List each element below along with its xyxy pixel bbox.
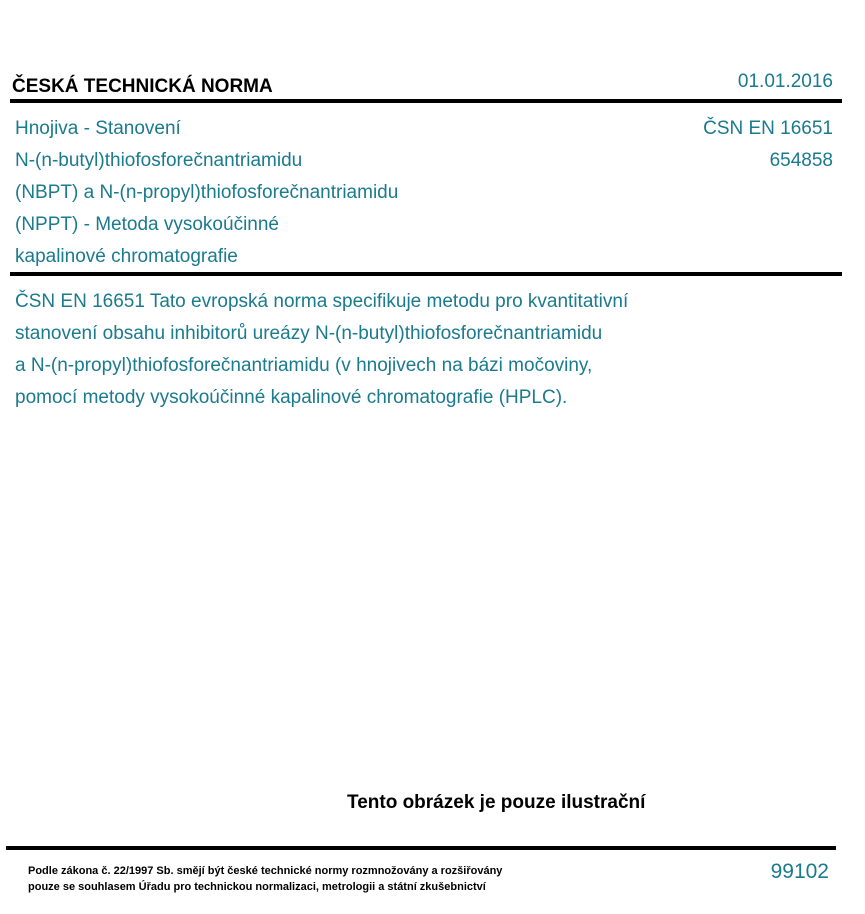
standard-title-line: N-(n-butyl)thiofosforečnantriamidu	[15, 150, 303, 171]
legal-notice	[28, 863, 502, 895]
standard-title-line: kapalinové chromatografie	[15, 246, 238, 267]
description-line: stanovení obsahu inhibitorů ureázy N-(n-butyl)thiofosforečnantriamidu	[15, 323, 603, 344]
standard-class-code: 654858	[769, 150, 833, 171]
legal-notice-line: Podle zákona č. 22/1997 Sb. smějí být české technické normy rozmnožovány a rozšiřovány	[28, 865, 503, 877]
footer-code: 99102	[770, 860, 829, 883]
description-line: ČSN EN 16651 Tato evropská norma specifikuje metodu pro kvantitativní	[15, 291, 629, 312]
standard-title-line: (NBPT) a N-(n-propyl)thiofosforečnantriamidu	[15, 182, 399, 203]
description-line: pomocí metody vysokoúčinné kapalinové chromatografie (HPLC).	[15, 387, 568, 408]
middle-divider	[10, 272, 842, 276]
standard-designation: ČSN EN 16651	[703, 118, 833, 139]
standard-title	[15, 113, 398, 273]
bottom-divider	[6, 846, 836, 850]
standard-identifiers	[703, 113, 833, 177]
standard-title-line: Hnojiva - Stanovení	[15, 118, 181, 139]
publication-date: 01.01.2016	[737, 71, 833, 92]
description-line: a N-(n-propyl)thiofosforečnantriamidu (v hnojivech na bázi močoviny,	[15, 355, 593, 376]
document-heading: ČESKÁ TECHNICKÁ NORMA	[12, 76, 273, 97]
legal-notice-line: pouze se souhlasem Úřadu pro technickou normalizaci, metrologii a státní zkušebnictví	[28, 881, 486, 893]
standard-title-line: (NPPT) - Metoda vysokoúčinné	[15, 214, 279, 235]
top-divider	[10, 99, 842, 103]
illustration-note: Tento obrázek je pouze ilustrační	[347, 792, 646, 813]
standard-description	[15, 286, 755, 414]
